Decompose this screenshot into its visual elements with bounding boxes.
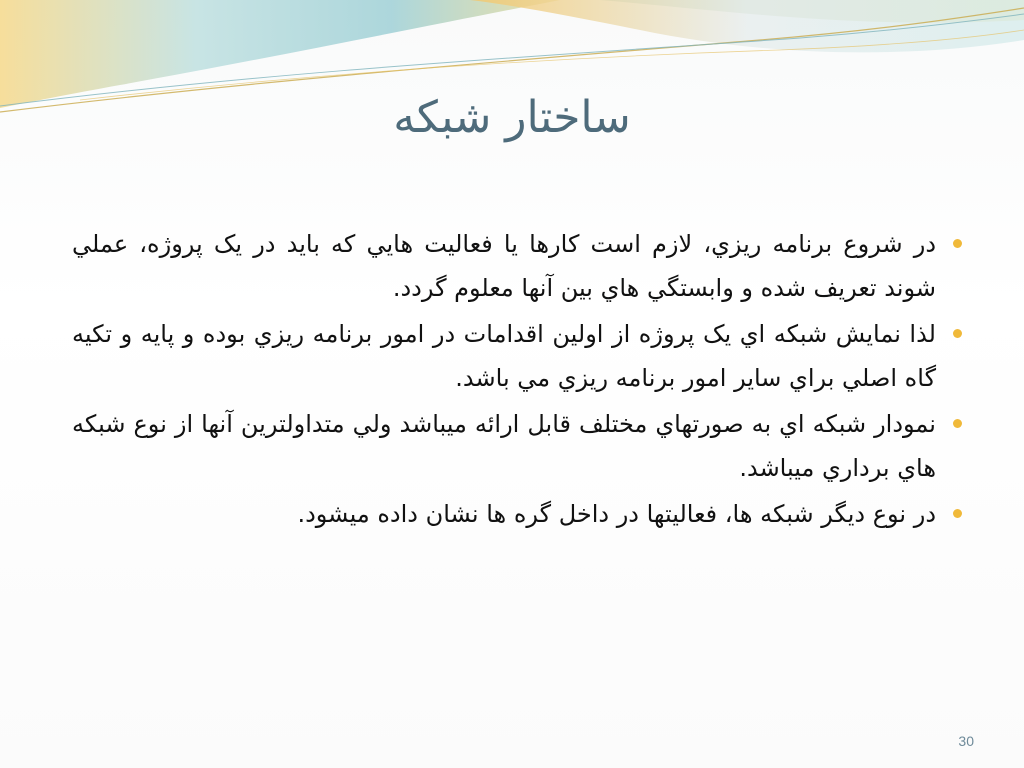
bullet-icon	[953, 239, 962, 248]
page-number: 30	[958, 733, 974, 749]
bullet-item	[72, 402, 962, 490]
bullet-item	[72, 492, 962, 536]
bullet-text: نمودار شبکه اي به صورتهاي مختلف قابل ارائه ميباشد ولي متداولترين آنها از نوع شبکه هاي برداري ميباشد.	[72, 410, 936, 482]
bullet-text: در شروع برنامه ريزي، لازم است کارها يا فعاليت هايي که بايد در يک پروژه، عملي شوند تعريف شده و وابستگي هاي بين آنها معلوم گردد.	[72, 230, 936, 302]
bullet-icon	[953, 509, 962, 518]
bullet-text: در نوع ديگر شبکه ها، فعاليتها در داخل گره ها نشان داده ميشود.	[297, 500, 936, 528]
bullet-item	[72, 222, 962, 310]
bullet-list	[72, 222, 962, 538]
bullet-icon	[953, 419, 962, 428]
bullet-item	[72, 312, 962, 400]
bullet-icon	[953, 329, 962, 338]
slide-title: ساختار شبکه	[393, 92, 631, 143]
bullet-text: لذا نمايش شبکه اي يک پروژه از اولين اقدامات در امور برنامه ريزي بوده و پايه و تکيه گاه اصلي براي ساير امور برنامه ريزي مي باشد.	[72, 320, 936, 392]
